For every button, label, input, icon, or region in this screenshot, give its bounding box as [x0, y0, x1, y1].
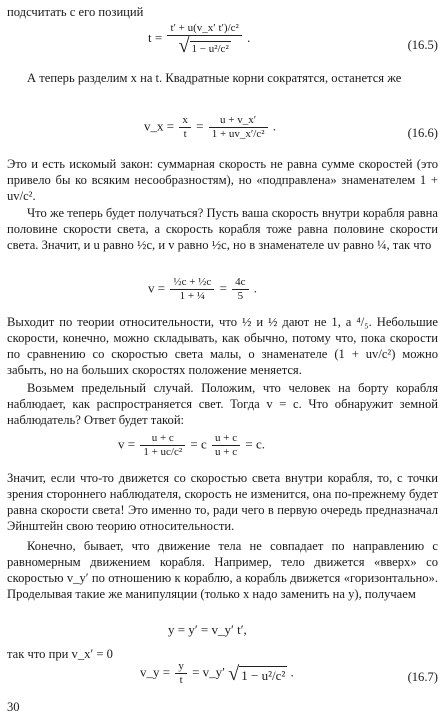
paragraph: Возьмем предельный случай. Положим, что человек на борту корабля наблюдает, как распространяется свет. Тогда v = c. Что обнаружит земной наблюдатель? Ответ будет такой:	[7, 381, 438, 428]
equation-half-plus-half	[0, 274, 448, 310]
equation-y	[0, 622, 448, 640]
eq-denominator: t	[183, 128, 187, 140]
eq-fraction	[179, 114, 191, 141]
equation-16-6	[0, 110, 448, 150]
eq-denominator: 1 + ¼	[179, 290, 206, 302]
eq-fraction	[212, 432, 240, 459]
eq-radicand: 1 − u²/c²	[241, 667, 286, 683]
eq-numerator: x	[179, 114, 191, 128]
eq-denominator	[167, 36, 241, 56]
eq-fraction	[140, 432, 185, 459]
equation-number: (16.7)	[407, 670, 438, 684]
paragraph: Это и есть искомый закон: суммарная скорость не равна сумме скоростей (это привело бы ко всяким несообразностям), но «подправлена» знаменателем 1 + uv/c².	[7, 157, 438, 204]
eq-denominator: t	[179, 674, 183, 686]
eq-tail: .	[253, 280, 258, 296]
eq-lhs: v =	[148, 280, 166, 296]
eq-radicand: 1 − u²/c²	[191, 43, 229, 55]
eq-numerator: y	[175, 660, 187, 674]
equation-number: (16.5)	[407, 38, 438, 52]
eq-numerator: u + v_x′	[209, 114, 268, 128]
paragraph: так что при v_x′ = 0	[7, 647, 113, 661]
eq-sign: =	[219, 280, 227, 296]
eq-denominator: 5	[237, 290, 244, 302]
eq-lhs: t =	[148, 29, 163, 45]
eq-middle: = c	[190, 436, 207, 452]
eq-numerator: 4c	[232, 276, 248, 290]
eq-sign: =	[196, 118, 204, 134]
eq-numerator: ½c + ½c	[170, 276, 214, 290]
paragraph: Конечно, бывает, что движение тела не совпадает по направлению с равномерным движением корабля. Например, тело движется «вверх» со скоростью v_y′ по отношению к кораблю, а корабль движется «горизонтально». Проделывая такие же манипуляции (только x надо заменить на y), получаем	[7, 539, 438, 602]
paragraph: подсчитать с его позиций	[7, 5, 144, 19]
paragraph: Значит, если что-то движется со скоростью света внутри корабля, то, с точки зрения стороннего наблюдателя, скорость не изменится, она по-прежнему будет равна скорости света! Это именно то, ради чего в первую очередь предназначал Эйнштейн свою теорию относительности.	[7, 471, 438, 534]
square-root: √ 1 − u²/c²	[228, 662, 286, 685]
eq-denominator: 1 + uv_x′/c²	[211, 128, 265, 140]
eq-text: y = y′ = v_y′ t′,	[168, 622, 247, 637]
equation-light-speed	[0, 432, 448, 466]
eq-lhs: v_y =	[140, 664, 171, 680]
eq-lhs: v =	[118, 436, 136, 452]
eq-tail: = c.	[245, 436, 265, 452]
eq-fraction	[175, 660, 187, 687]
eq-tail: .	[272, 118, 277, 134]
paragraph: Выходит по теории относительности, что ½ и ½ дают не 1, а ⁴/₅. Небольшие скорости, конечно, можно складывать, как обычно, потому что, пока скорости по сравнению со скоростью света малы, о знаменателе (1 + uv/c²) можно забыть, но на больших скоростях положение меняется.	[7, 315, 438, 378]
eq-numerator: u + c	[140, 432, 185, 446]
page-number: 30	[7, 700, 20, 714]
paragraph: А теперь разделим x на t. Квадратные корни сократятся, останется же	[27, 71, 402, 85]
eq-fraction	[232, 276, 248, 303]
eq-lhs: v_x =	[144, 118, 175, 134]
square-root: √ 1 − u²/c²	[178, 35, 229, 57]
eq-tail: .	[290, 664, 294, 680]
equation-16-5	[0, 20, 448, 64]
equation-16-7	[0, 660, 448, 698]
paragraph: Что же теперь будет получаться? Пусть ваша скорость внутри корабля равна половине скорости света, а скорость корабля тоже равна половине скорости света. Значит, и u равно ½c, и v равно ½c, но в знаменателе uv равно ¼, так что	[7, 206, 438, 253]
equation-number: (16.6)	[407, 126, 438, 140]
eq-denominator: u + c	[215, 446, 238, 458]
eq-tail: .	[247, 29, 251, 45]
eq-middle: = v_y′	[192, 664, 226, 680]
eq-fraction	[167, 22, 241, 56]
eq-fraction	[209, 114, 268, 141]
eq-numerator: t′ + u(v_x′ t′)/c²	[167, 22, 241, 36]
eq-fraction	[170, 276, 214, 303]
eq-numerator: u + c	[212, 432, 240, 446]
eq-denominator: 1 + uc/c²	[143, 446, 183, 458]
